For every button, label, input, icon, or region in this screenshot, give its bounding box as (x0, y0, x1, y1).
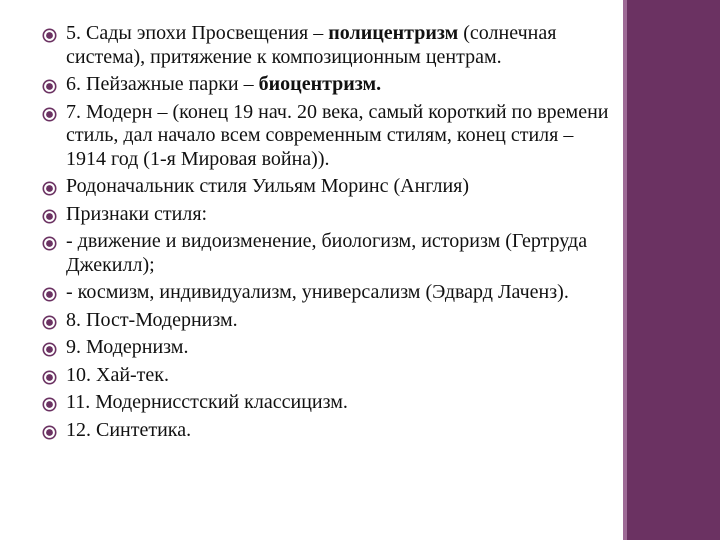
item-text: Родоначальник стиля Уильям Моринс (Англия) (66, 175, 470, 197)
item-bold-text: полицентризм (328, 22, 459, 44)
item-text: 12. Синтетика. (66, 418, 192, 441)
list-item (42, 281, 612, 305)
list-item (42, 175, 612, 199)
item-text: 9. Модернизм. (66, 336, 189, 358)
list-item (42, 309, 612, 333)
list-item (42, 419, 612, 443)
item-text: 10. Хай-тек. (66, 363, 170, 386)
item-rest-text: (солнечная система), притяжение к композиционным центрам. (66, 22, 557, 68)
item-bold-text: биоцентризм. (258, 73, 382, 95)
target-circle-icon (42, 26, 57, 41)
accent-bar (627, 0, 720, 540)
list-item (42, 230, 612, 277)
item-text: 8. Пост-Модернизм. (66, 308, 238, 331)
target-circle-icon (42, 234, 57, 249)
target-circle-icon (42, 179, 57, 194)
item-text: - движение и видоизменение, биологизм, историзм (Гертруда Джекилл); (66, 230, 588, 276)
item-text: 5. Сады эпохи Просвещения – (66, 22, 329, 44)
slide-content (42, 22, 612, 446)
item-text: 11. Модернисстский классицизм. (66, 391, 348, 413)
target-circle-icon (42, 285, 57, 300)
list-item (42, 73, 612, 97)
target-circle-icon (42, 313, 57, 328)
target-circle-icon (42, 77, 57, 92)
target-circle-icon (42, 340, 57, 355)
item-text: 6. Пейзажные парки – (66, 73, 259, 95)
target-circle-icon (42, 423, 57, 438)
item-text: - космизм, индивидуализм, универсализм (Эдвард Лаченз). (66, 281, 569, 303)
target-circle-icon (42, 207, 57, 222)
list-item (42, 391, 612, 415)
target-circle-icon (42, 395, 57, 410)
list-item (42, 364, 612, 388)
list-item (42, 22, 612, 69)
list-item (42, 203, 612, 227)
list-item (42, 101, 612, 172)
target-circle-icon (42, 368, 57, 383)
item-text: Признаки стиля: (66, 202, 208, 225)
item-text: 7. Модерн – (конец 19 нач. 20 века, самый короткий по времени стиль, дал начало всем современным стилям, конец стиля – 1914 год (1-я Мировая война)). (66, 100, 609, 170)
target-circle-icon (42, 105, 57, 120)
list-item (42, 336, 612, 360)
bullet-list (42, 22, 612, 442)
